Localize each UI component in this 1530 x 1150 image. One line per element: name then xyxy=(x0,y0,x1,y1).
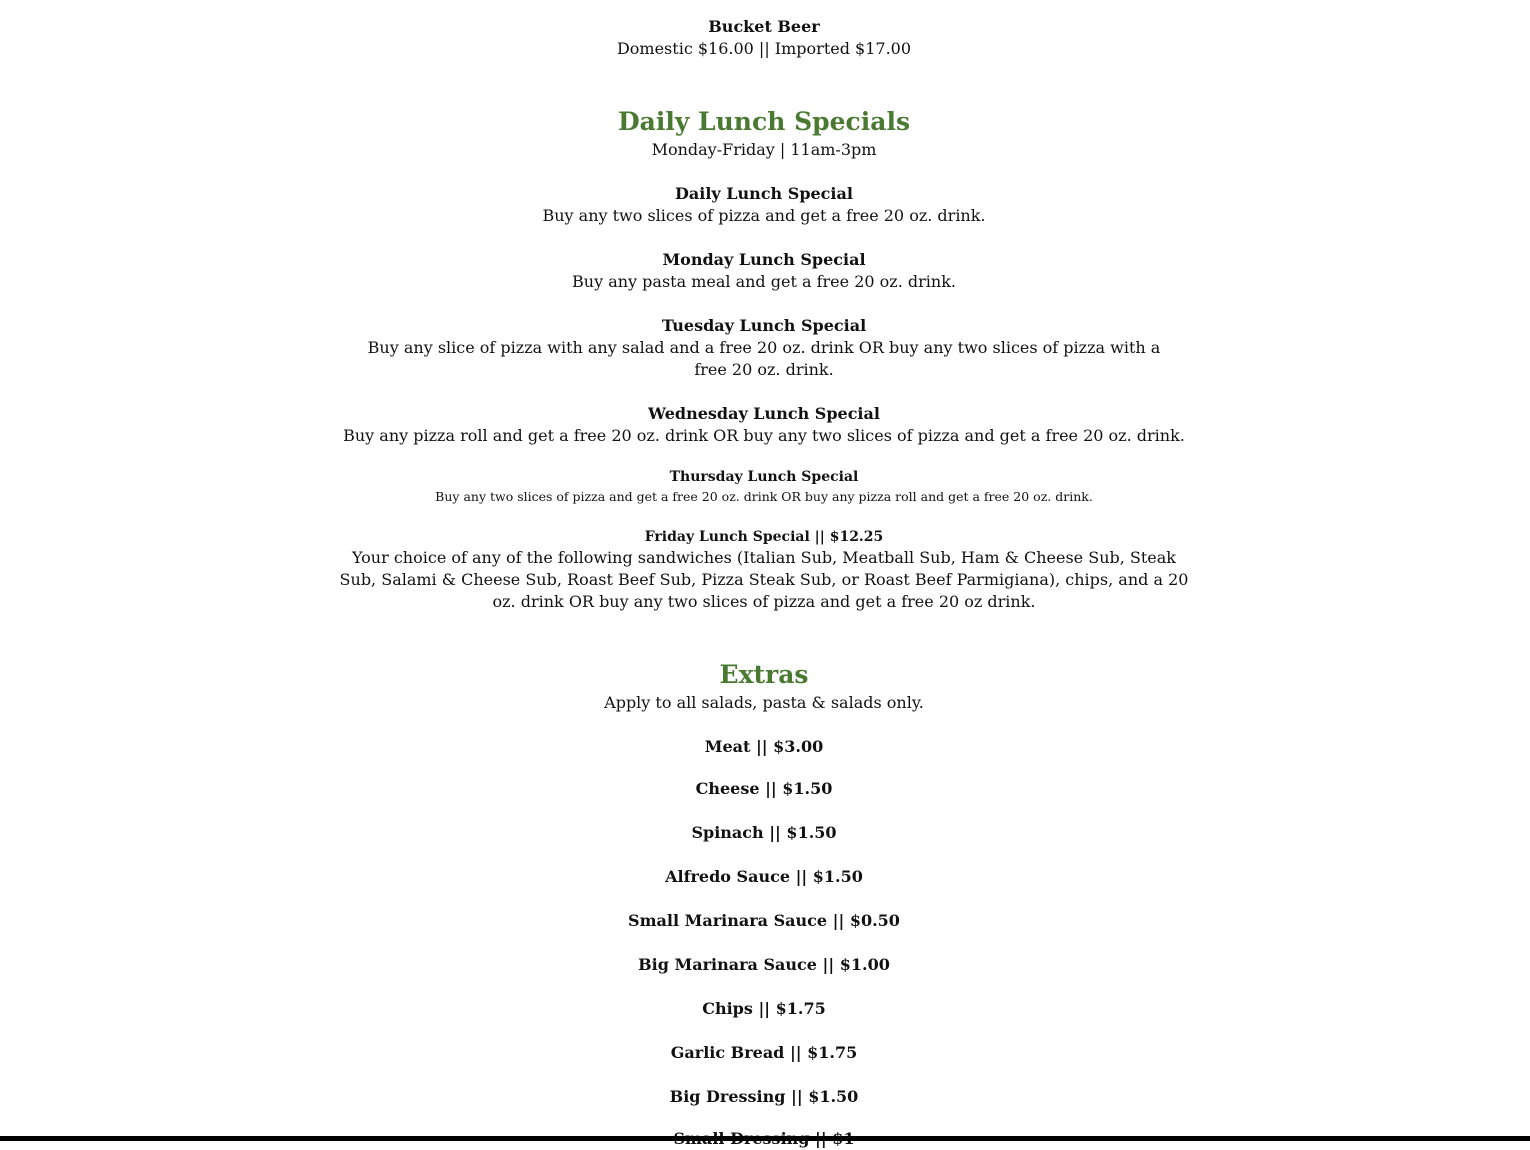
lunch-specials-hours: Monday-Friday | 11am-3pm xyxy=(651,140,877,159)
extras-note: Apply to all salads, pasta & salads only. xyxy=(604,693,924,712)
extra-item-alfredo-sauce: Alfredo Sauce || $1.50 xyxy=(665,867,863,886)
friday-lunch-special-description: Your choice of any of the following sandwiches (Italian Sub, Meatball Sub, Ham & Cheese Sub, Steak Sub, Salami & Cheese Sub, Roast Beef Sub, Pizza Steak Sub, or Roast Beef Parmigiana), chips, and a 20 oz. drink OR buy any two slices of pizza and get a free 20 oz drink. xyxy=(339,548,1189,611)
extra-item-garlic-bread: Garlic Bread || $1.75 xyxy=(670,1043,858,1062)
bucket-beer-description: Domestic $16.00 || Imported $17.00 xyxy=(616,39,912,58)
friday-lunch-special-title: Friday Lunch Special || $12.25 xyxy=(644,529,884,545)
extras-heading: Extras xyxy=(719,660,809,689)
bucket-beer-title: Bucket Beer xyxy=(708,17,820,36)
wednesday-lunch-special-description: Buy any pizza roll and get a free 20 oz. drink OR buy any two slices of pizza and get a free 20 oz. drink. xyxy=(343,426,1185,445)
extra-item-small-marinara-sauce: Small Marinara Sauce || $0.50 xyxy=(628,911,900,930)
lunch-specials-heading: Daily Lunch Specials xyxy=(617,107,911,136)
tuesday-lunch-special-title: Tuesday Lunch Special xyxy=(661,316,867,335)
wednesday-lunch-special-title: Wednesday Lunch Special xyxy=(648,404,880,423)
extra-item-cheese: Cheese || $1.50 xyxy=(695,779,833,798)
extra-item-small-dressing xyxy=(0,1128,1528,1136)
extra-item-spinach: Spinach || $1.50 xyxy=(691,823,837,842)
daily-lunch-special-title: Daily Lunch Special xyxy=(675,184,853,203)
bottom-bar xyxy=(0,1136,1530,1141)
thursday-lunch-special-description: Buy any two slices of pizza and get a free 20 oz. drink OR buy any pizza roll and get a free 20 oz. drink. xyxy=(435,489,1093,504)
extra-item-chips: Chips || $1.75 xyxy=(702,999,826,1018)
monday-lunch-special-description: Buy any pasta meal and get a free 20 oz. drink. xyxy=(572,272,956,291)
extra-item-meat: Meat || $3.00 xyxy=(704,737,824,756)
extra-item-big-marinara-sauce: Big Marinara Sauce || $1.00 xyxy=(638,955,890,974)
daily-lunch-special-description: Buy any two slices of pizza and get a free 20 oz. drink. xyxy=(542,206,986,225)
extra-item-big-dressing: Big Dressing || $1.50 xyxy=(669,1087,859,1106)
thursday-lunch-special-title: Thursday Lunch Special xyxy=(669,469,859,485)
monday-lunch-special-title: Monday Lunch Special xyxy=(662,250,866,269)
tuesday-lunch-special-description: Buy any slice of pizza with any salad and a free 20 oz. drink OR buy any two slices of pizza with a free 20 oz. drink. xyxy=(367,338,1161,379)
